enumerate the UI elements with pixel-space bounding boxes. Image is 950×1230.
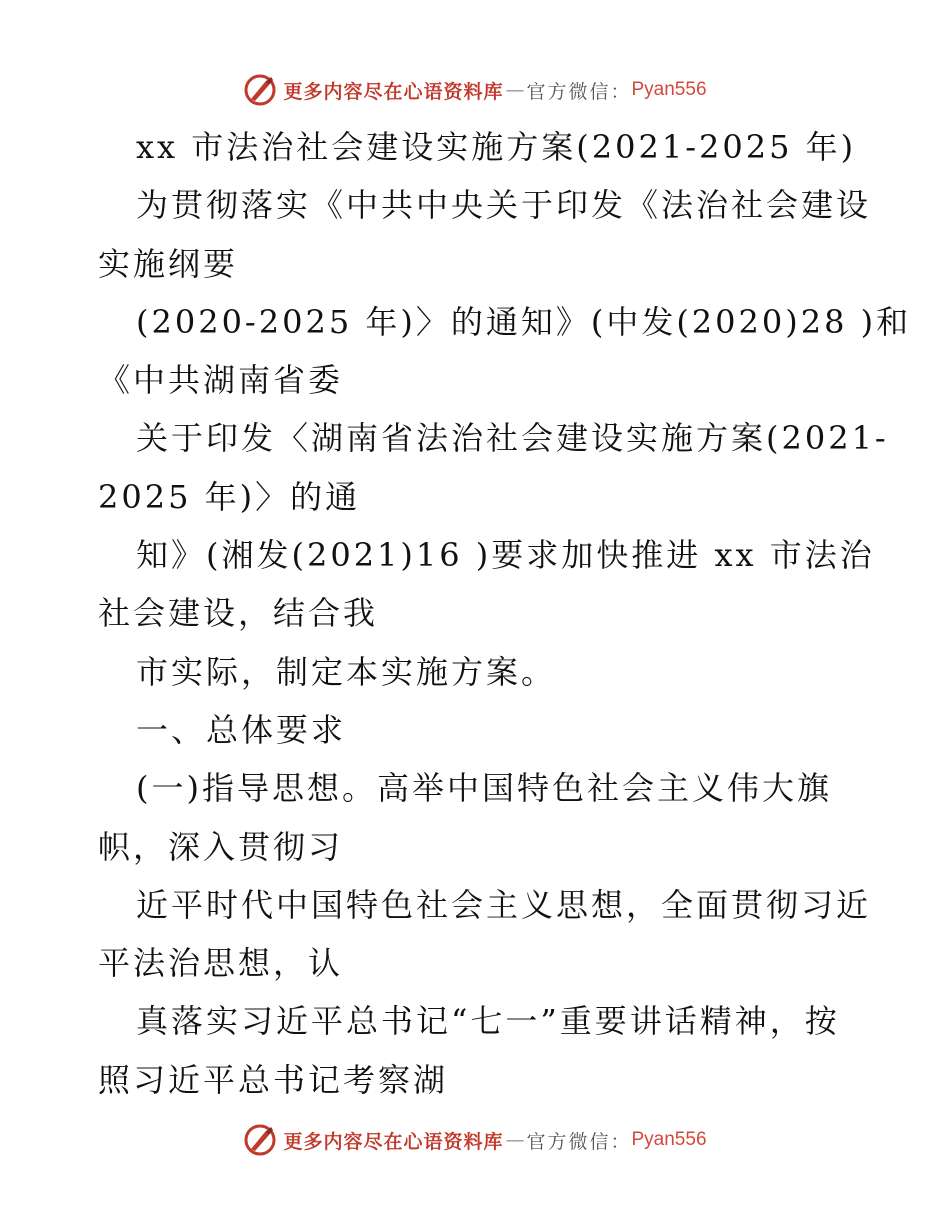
footer-watermark-banner: [0, 1120, 950, 1160]
document-line: xx 市法治社会建设实施方案(2021-2025 年): [136, 128, 857, 166]
quill-pen-seal-icon: [243, 73, 277, 107]
document-line: 帜，深入贯彻习: [98, 827, 344, 866]
wechat-id: Pyan556: [631, 79, 707, 100]
quill-pen-seal-icon: [243, 1123, 277, 1157]
document-line: 一、总体要求: [136, 710, 347, 749]
document-line: 社会建设，结合我: [98, 594, 379, 633]
document-line: 为贯彻落实《中共中央关于印发《法治社会建设: [136, 186, 872, 225]
document-body: [98, 118, 912, 1109]
document-line: (一)指导思想。高举中国特色社会主义伟大旗: [136, 769, 832, 808]
document-line: 《中共湖南省委: [98, 361, 344, 400]
document-line: 照习近平总书记考察湖: [98, 1060, 449, 1099]
document-line: 平法治思想，认: [98, 944, 344, 983]
document-line: 近平时代中国特色社会主义思想，全面贯彻习近: [136, 885, 872, 924]
document-line: 关于印发〈湖南省法治社会建设实施方案(2021-: [136, 419, 889, 458]
header-watermark-banner: [0, 70, 950, 110]
wechat-id: Pyan556: [631, 1129, 707, 1150]
document-line: 实施纲要: [98, 244, 239, 283]
document-line: (2020-2025 年)〉的通知》(中发(2020)28 )和: [136, 302, 912, 341]
document-line: 真落实习近平总书记“七一”重要讲话精神，按: [136, 1002, 840, 1041]
separator-dash: —: [505, 1129, 525, 1151]
document-line: 市实际，制定本实施方案。: [136, 652, 557, 691]
wechat-label: 官方微信：: [526, 1130, 632, 1153]
document-line: 2025 年)〉的通: [98, 477, 361, 516]
document-line: 知》(湘发(2021)16 )要求加快推进 xx 市法治: [136, 536, 875, 575]
wechat-label: 官方微信：: [526, 80, 632, 103]
site-name-text: 更多内容尽在心语资料库: [283, 80, 504, 103]
site-name-text: 更多内容尽在心语资料库: [283, 1130, 504, 1153]
separator-dash: —: [505, 79, 525, 101]
